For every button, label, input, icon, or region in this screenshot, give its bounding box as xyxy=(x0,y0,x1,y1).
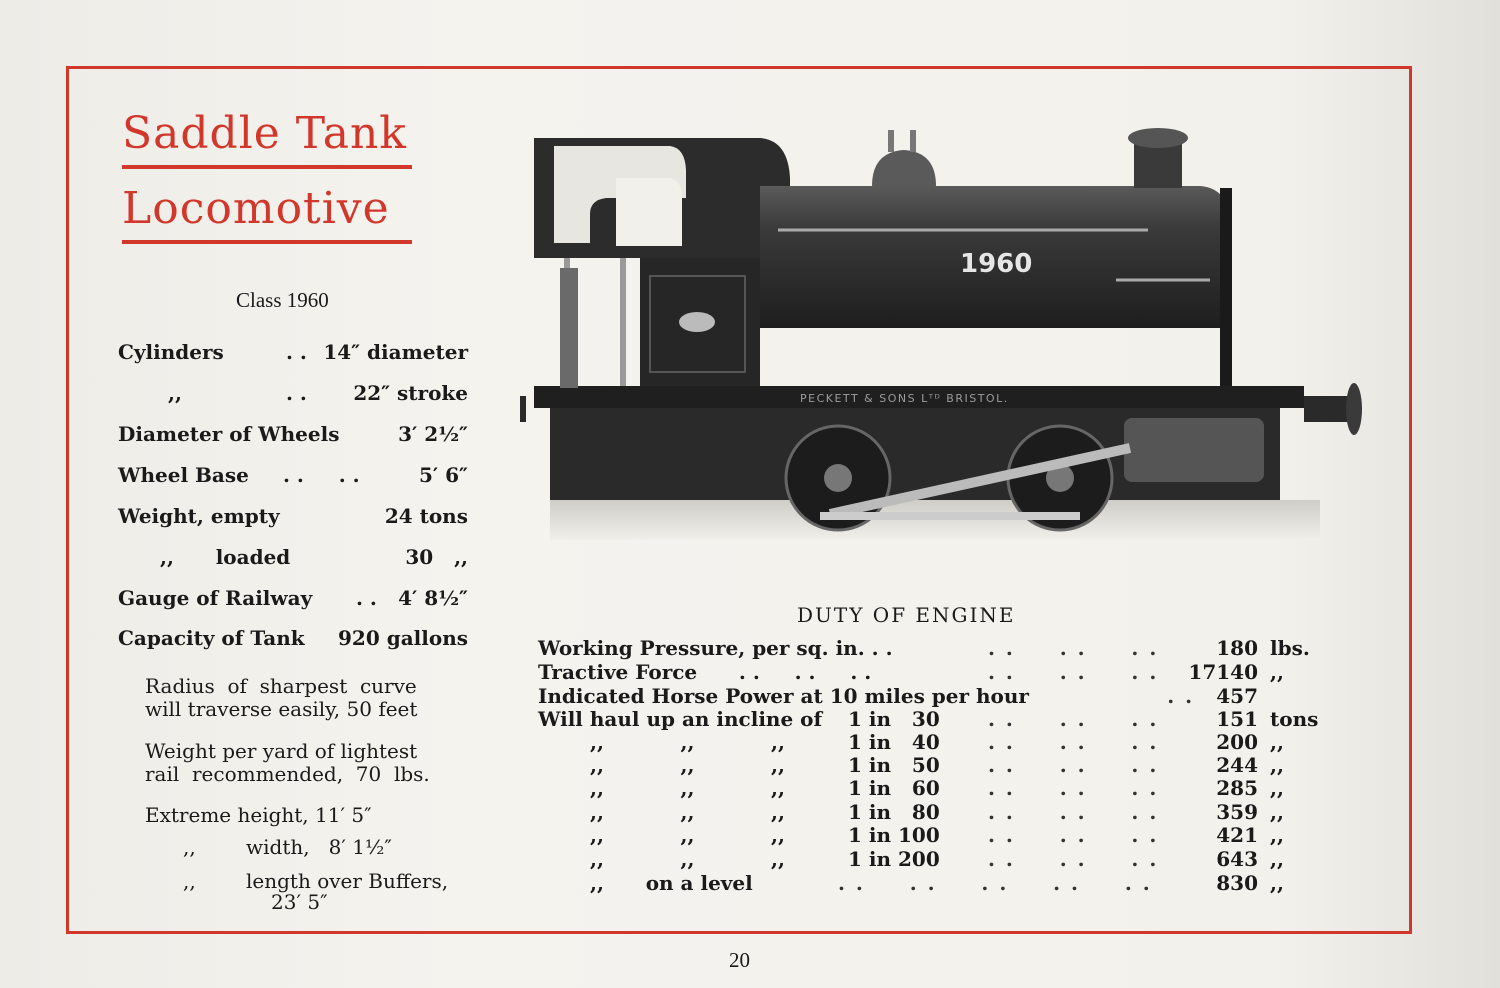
duty-unit: ,, xyxy=(1270,776,1284,800)
cab-post xyxy=(560,268,578,388)
note-height xyxy=(145,804,445,827)
duty-row xyxy=(538,753,1318,776)
note-line: Weight per yard of lightest xyxy=(145,739,418,763)
duty-label: Indicated Horse Power at 10 miles per hour xyxy=(538,684,1029,708)
spec-key: Weight, empty xyxy=(118,504,280,528)
note-curve xyxy=(145,675,445,721)
duty-label: ,, ,, ,, xyxy=(590,730,785,754)
duty-ratio: 1 in 100 xyxy=(848,823,940,847)
duty-ratio: 1 in 30 xyxy=(848,707,940,731)
duty-value: 285 xyxy=(1216,776,1258,800)
duty-ratio: 1 in 40 xyxy=(848,730,940,754)
spec-key: Cylinders xyxy=(118,340,224,364)
spec-dots: . . xyxy=(356,586,377,610)
duty-dots: . . . . . . . . . . xyxy=(838,871,1152,895)
spec-dots: . . xyxy=(286,340,307,364)
duty-dots: . . . . . . xyxy=(988,636,1159,660)
duty-row xyxy=(538,847,1318,870)
spec-value: 920 gallons xyxy=(338,626,468,650)
duty-unit: ,, xyxy=(1270,800,1284,824)
duty-value: 180 xyxy=(1216,636,1258,660)
note-width: width, 8′ 1½″ xyxy=(246,835,392,859)
duty-unit: lbs. xyxy=(1270,636,1310,660)
buffer-head xyxy=(1346,383,1362,435)
duty-row xyxy=(538,871,1318,894)
duty-label: Will haul up an incline of xyxy=(538,707,823,731)
duty-label: ,, ,, ,, xyxy=(590,800,785,824)
note-line: Extreme height, 11′ 5″ xyxy=(145,803,372,827)
note-length-value: 23′ 5″ xyxy=(271,890,328,914)
spec-row xyxy=(118,545,468,573)
note-width-mark: ,, xyxy=(183,835,196,859)
spec-value: 3′ 2½″ xyxy=(398,422,468,446)
cylinder xyxy=(1124,418,1264,482)
note-rail xyxy=(145,740,445,786)
duty-value: 457 xyxy=(1216,684,1258,708)
spec-key: Diameter of Wheels xyxy=(118,422,340,446)
duty-dots: . . . . . . xyxy=(988,753,1159,777)
duty-unit: ,, xyxy=(1270,753,1284,777)
spec-row xyxy=(118,586,468,614)
spec-dots: . . . . xyxy=(283,463,360,487)
note-length: length over Buffers, xyxy=(246,869,449,893)
spec-value: 5′ 6″ xyxy=(418,463,468,487)
duty-label: ,, ,, ,, xyxy=(590,823,785,847)
duty-row xyxy=(538,684,1318,707)
duty-ratio: 1 in 50 xyxy=(848,753,940,777)
buffer-rear xyxy=(520,396,526,422)
spec-dots: . . xyxy=(286,381,307,405)
duty-unit: ,, xyxy=(1270,847,1284,871)
class-label: Class 1960 xyxy=(236,288,329,312)
spec-key: ,, xyxy=(168,381,182,405)
duty-unit: ,, xyxy=(1270,660,1284,684)
duty-label: ,, ,, ,, xyxy=(590,847,785,871)
spec-key: Gauge of Railway xyxy=(118,586,313,610)
note-length-mark: ,, xyxy=(183,869,196,893)
spec-row xyxy=(118,340,468,368)
duty-dots: . . . . . . xyxy=(988,847,1159,871)
safety-valve xyxy=(888,130,894,152)
duty-unit: ,, xyxy=(1270,730,1284,754)
title-underline-2 xyxy=(122,240,412,244)
spec-row xyxy=(118,504,468,532)
duty-dots: . . . . . . xyxy=(988,707,1159,731)
duty-dots: . . . . . . xyxy=(988,776,1159,800)
duty-dots: . . xyxy=(988,684,1195,708)
duty-label: ,, on a level xyxy=(590,871,753,895)
spec-key: ,, loaded xyxy=(160,545,291,569)
duty-dots: . . . . . . xyxy=(988,660,1159,684)
duty-title: DUTY OF ENGINE xyxy=(797,603,1016,627)
duty-value: 151 xyxy=(1216,707,1258,731)
spec-value: 14″ diameter xyxy=(323,340,468,364)
handrail-right xyxy=(620,258,626,390)
title-underline-1 xyxy=(122,165,412,169)
spec-row xyxy=(118,626,468,654)
steam-dome xyxy=(872,150,936,186)
duty-label: ,, ,, ,, xyxy=(590,753,785,777)
duty-row xyxy=(538,776,1318,799)
duty-row xyxy=(538,800,1318,823)
spec-value: 30 ,, xyxy=(405,545,468,569)
safety-valve xyxy=(910,130,916,152)
number-plate: 1960 xyxy=(960,249,1033,279)
duty-label: Tractive Force . . . . . . xyxy=(538,660,872,684)
locomotive-photo xyxy=(520,118,1400,558)
duty-value: 244 xyxy=(1216,753,1258,777)
duty-ratio: 1 in 80 xyxy=(848,800,940,824)
spec-row xyxy=(118,381,468,409)
duty-row xyxy=(538,660,1318,683)
spec-row xyxy=(118,422,468,450)
duty-row xyxy=(538,730,1318,753)
spec-value: 4′ 8½″ xyxy=(398,586,468,610)
title-line-2: Locomotive xyxy=(122,183,390,234)
title-line-1: Saddle Tank xyxy=(122,108,407,159)
page-number: 20 xyxy=(729,948,750,972)
spec-value: 22″ stroke xyxy=(353,381,468,405)
cab-opening xyxy=(616,178,682,246)
note-line: will traverse easily, 50 feet xyxy=(145,697,418,721)
duty-unit: ,, xyxy=(1270,823,1284,847)
note-line: rail recommended, 70 lbs. xyxy=(145,762,430,786)
spec-key: Wheel Base xyxy=(118,463,249,487)
duty-value: 17140 xyxy=(1188,660,1258,684)
duty-value: 421 xyxy=(1216,823,1258,847)
note-line: Radius of sharpest curve xyxy=(145,674,417,698)
duty-unit: tons xyxy=(1270,707,1319,731)
works-plate xyxy=(679,312,715,332)
duty-label: ,, ,, ,, xyxy=(590,776,785,800)
duty-value: 643 xyxy=(1216,847,1258,871)
wheel-hub xyxy=(824,464,852,492)
duty-row xyxy=(538,707,1318,730)
spec-value: 24 tons xyxy=(384,504,468,528)
duty-dots: . . . . . . xyxy=(988,730,1159,754)
duty-ratio: 1 in 60 xyxy=(848,776,940,800)
duty-row xyxy=(538,823,1318,846)
spec-row xyxy=(118,463,468,491)
duty-value: 830 xyxy=(1216,871,1258,895)
duty-dots: . . . . . . xyxy=(988,800,1159,824)
duty-ratio: 1 in 200 xyxy=(848,847,940,871)
duty-dots: . . . . . . xyxy=(988,823,1159,847)
chimney-cap xyxy=(1128,128,1188,148)
duty-row xyxy=(538,636,1318,659)
duty-label: Working Pressure, per sq. in. . . xyxy=(538,636,893,660)
spec-key: Capacity of Tank xyxy=(118,626,305,650)
duty-value: 359 xyxy=(1216,800,1258,824)
duty-value: 200 xyxy=(1216,730,1258,754)
duty-unit: ,, xyxy=(1270,871,1284,895)
smokebox-front xyxy=(1220,188,1232,388)
maker-plate: PECKETT & SONS Lᵀᴰ BRISTOL. xyxy=(800,392,1009,405)
